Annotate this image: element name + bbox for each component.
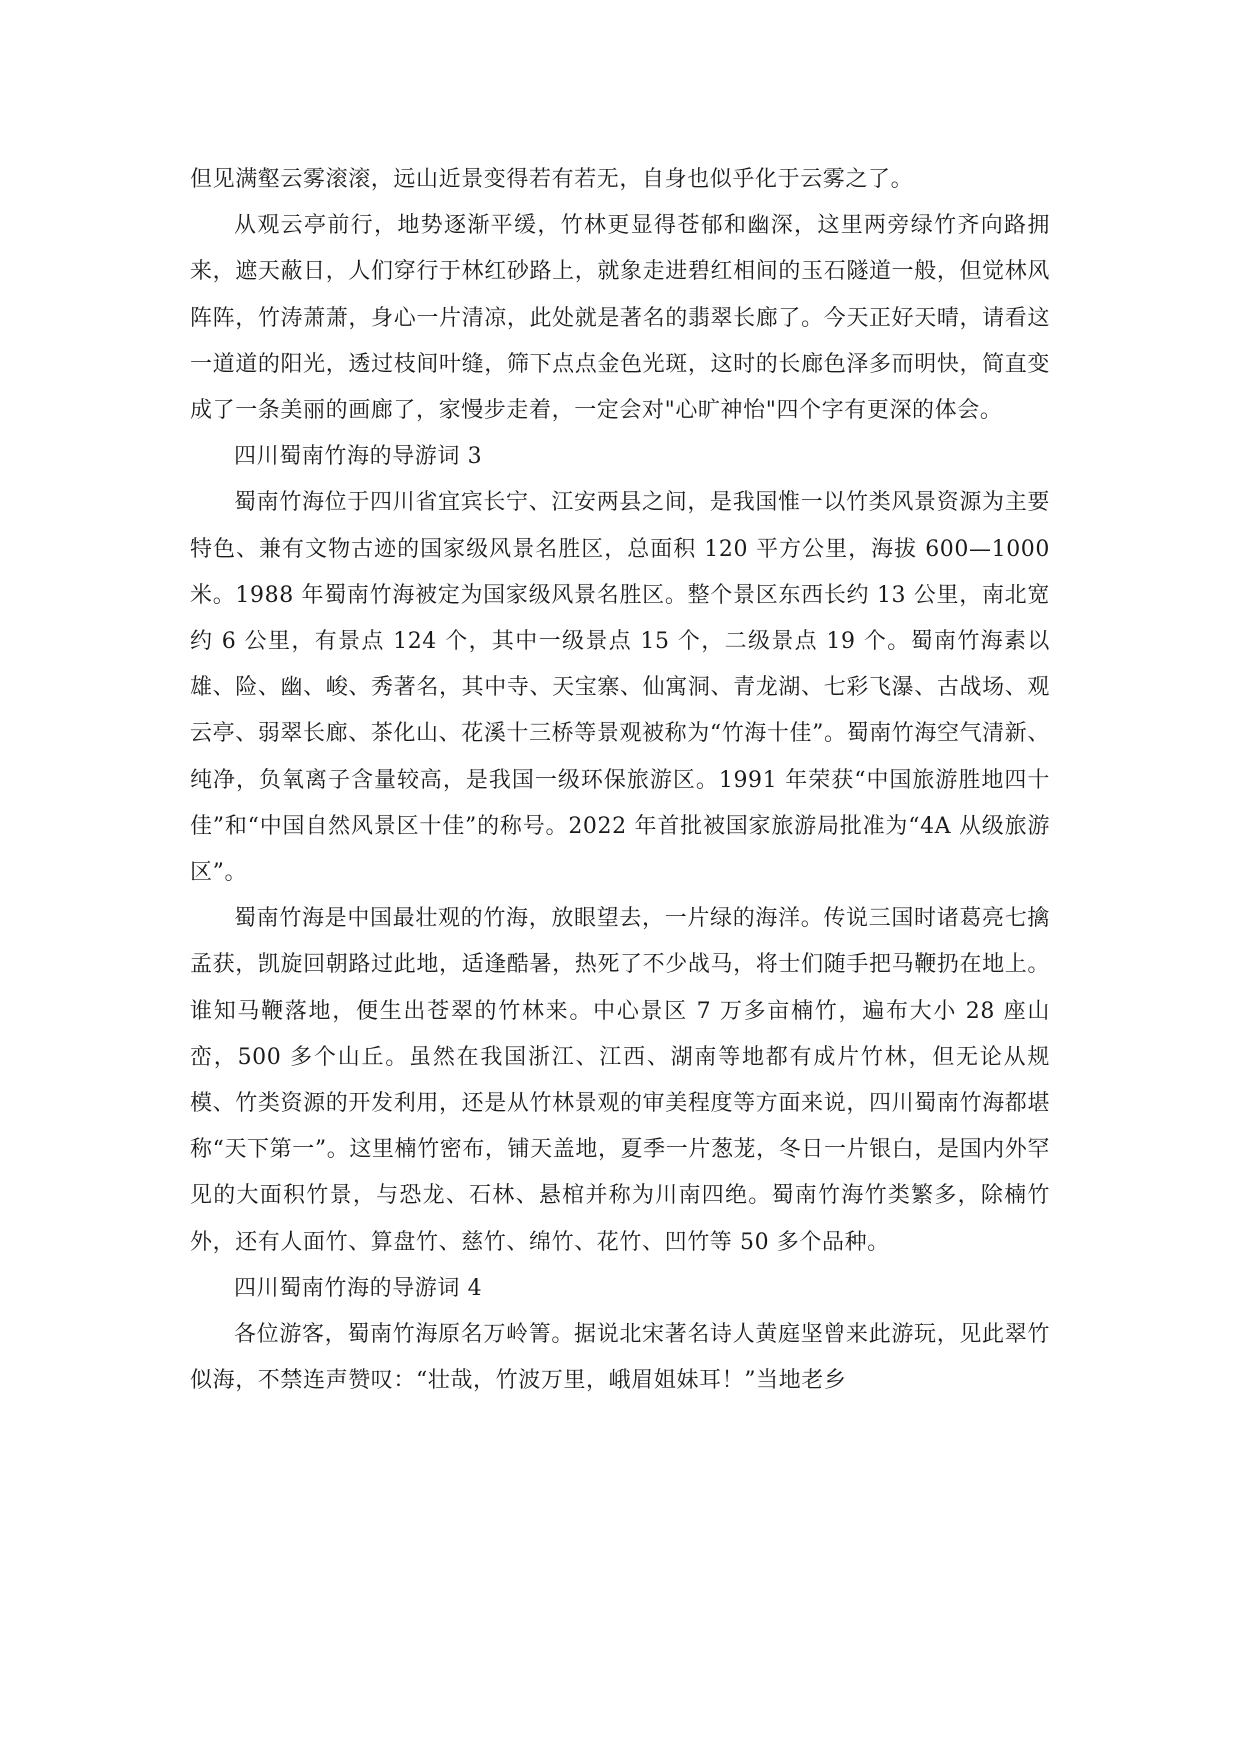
section-heading-3: 四川蜀南竹海的导游词 3	[234, 444, 483, 470]
section-heading-4: 四川蜀南竹海的导游词 4	[234, 1275, 483, 1301]
document-body	[190, 157, 1050, 1404]
paragraph-bamboo-corridor: 从观云亭前行，地势逐渐平缓，竹林更显得苍郁和幽深，这里两旁绿竹齐向路拥来，遮天蔽日，人们穿行于林红砂路上，就象走进碧红相间的玉石隧道一般，但觉林风阵阵，竹涛萧萧，身心一片清凉，此处就是著名的翡翠长廊了。今天正好天晴，请看这一道道的阳光，透过枝间叶缝，筛下点点金色光斑，这时的长廊色泽多而明快，简直变成了一条美丽的画廊了，家慢步走着，一定会对"心旷神怡"四个字有更深的体会。	[190, 213, 1050, 424]
paragraph-overview: 蜀南竹海位于四川省宜宾长宁、江安两县之间，是我国惟一以竹类风景资源为主要特色、兼有文物古迹的国家级风景名胜区，总面积 120 平方公里，海拔 600—1000 米。1988 年蜀南竹海被定为国家级风景名胜区。整个景区东西长约 13 公里，南北宽约 6 公里，有景点 124 个，其中一级景点 15 个，二级景点 19 个。蜀南竹海素以雄、险、幽、峻、秀著名，其中寺、天宝寨、仙寓洞、青龙湖、七彩飞瀑、古战场、观云亭、弱翠长廊、茶化山、花溪十三桥等景观被称为“竹海十佳”。蜀南竹海空气清新、纯净，负氧离子含量较高，是我国一级环保旅游区。1991 年荣获“中国旅游胜地四十佳”和“中国自然风景区十佳”的称号。2022 年首批被国家旅游局批准为“4A 从级旅游区”。	[190, 490, 1050, 886]
paragraph-history: 各位游客，蜀南竹海原名万岭箐。据说北宋著名诗人黄庭坚曾来此游玩，见此翠竹似海，不禁连声赞叹：“壮哉，竹波万里，峨眉姐妹耳！”当地老乡	[190, 1322, 1050, 1394]
paragraph-continuation: 但见满壑云雾滚滚，远山近景变得若有若无，自身也似乎化于云雾之了。	[190, 167, 914, 192]
paragraph-legend: 蜀南竹海是中国最壮观的竹海，放眼望去，一片绿的海洋。传说三国时诸葛亮七擒孟获，凯旋回朝路过此地，适逢酷暑，热死了不少战马，将士们随手把马鞭扔在地上。谁知马鞭落地，便生出苍翠的竹林来。中心景区 7 万多亩楠竹，遍布大小 28 座山峦，500 多个山丘。虽然在我国浙江、江西、湖南等地都有成片竹林，但无论从规模、竹类资源的开发利用，还是从竹林景观的审美程度等方面来说，四川蜀南竹海都堪称“天下第一”。这里楠竹密布，铺天盖地，夏季一片葱茏，冬日一片银白，是国内外罕见的大面积竹景，与恐龙、石林、悬棺并称为川南四绝。蜀南竹海竹类繁多，除楠竹外，还有人面竹、算盘竹、慈竹、绵竹、花竹、凹竹等 50 多个品种。	[190, 906, 1050, 1255]
